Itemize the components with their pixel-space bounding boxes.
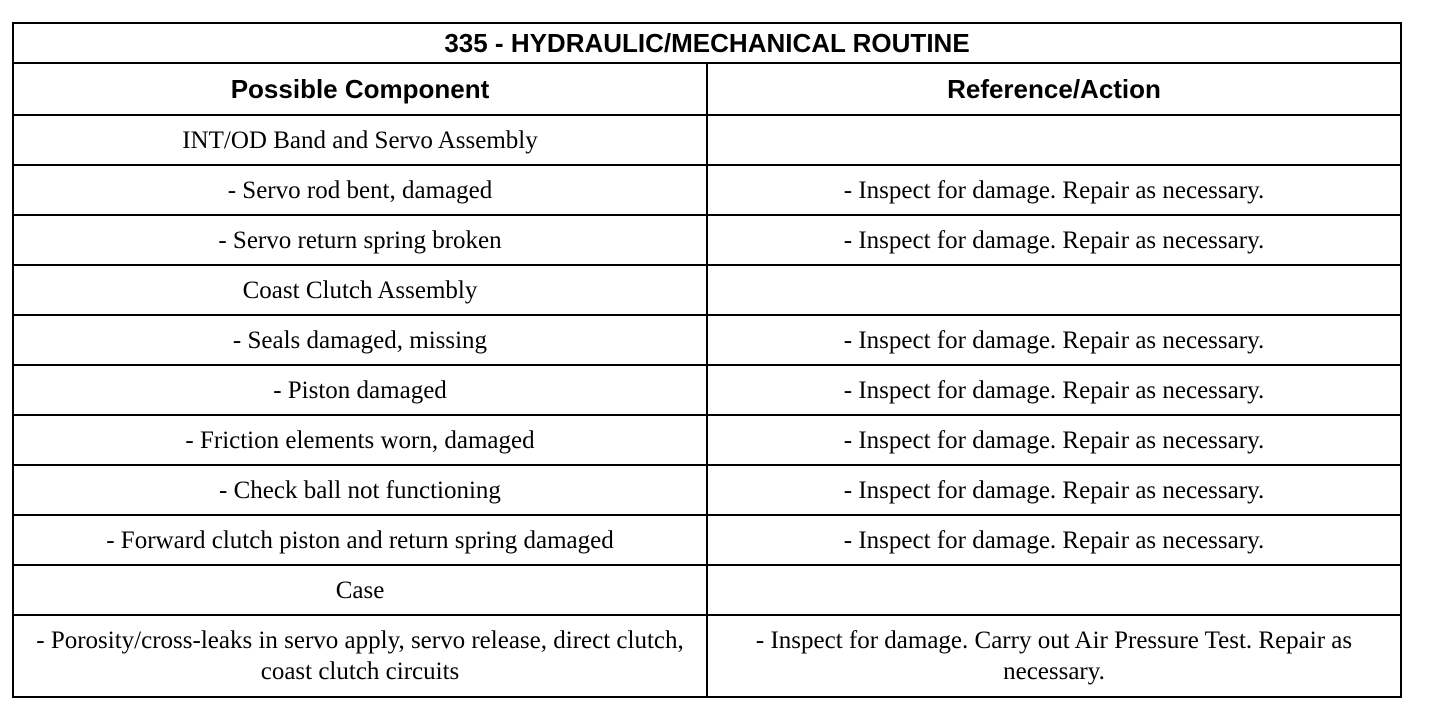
table-row [13,465,1401,515]
action-cell: - Inspect for damage. Carry out Air Pressure Test. Repair as necessary. [707,615,1401,697]
table-row [13,365,1401,415]
action-cell: - Inspect for damage. Repair as necessary. [707,315,1401,365]
table-title: 335 - HYDRAULIC/MECHANICAL ROUTINE [13,23,1401,63]
action-cell: - Inspect for damage. Repair as necessary. [707,415,1401,465]
table-row [13,565,1401,615]
component-cell: - Friction elements worn, damaged [13,415,707,465]
action-cell: - Inspect for damage. Repair as necessary. [707,165,1401,215]
header-row [13,63,1401,115]
header-possible-component: Possible Component [13,63,707,115]
table-row [13,515,1401,565]
table-row [13,165,1401,215]
action-cell: - Inspect for damage. Repair as necessary. [707,215,1401,265]
component-cell: - Piston damaged [13,365,707,415]
component-cell: - Seals damaged, missing [13,315,707,365]
component-cell: - Servo return spring broken [13,215,707,265]
component-cell: - Forward clutch piston and return spring damaged [13,515,707,565]
title-row [13,23,1401,63]
table-row [13,415,1401,465]
component-cell: Case [13,565,707,615]
table-row [13,265,1401,315]
component-cell: Coast Clutch Assembly [13,265,707,315]
action-cell: - Inspect for damage. Repair as necessary. [707,465,1401,515]
component-cell: - Check ball not functioning [13,465,707,515]
header-reference-action: Reference/Action [707,63,1401,115]
table-row [13,115,1401,165]
action-cell [707,265,1401,315]
action-cell [707,115,1401,165]
table-row [13,215,1401,265]
component-cell: INT/OD Band and Servo Assembly [13,115,707,165]
table-row [13,315,1401,365]
diagnostic-table [12,22,1402,698]
action-cell: - Inspect for damage. Repair as necessary. [707,365,1401,415]
table-row [13,615,1401,697]
action-cell [707,565,1401,615]
component-cell: - Porosity/cross-leaks in servo apply, servo release, direct clutch, coast clutch circuits [13,615,707,697]
action-cell: - Inspect for damage. Repair as necessary. [707,515,1401,565]
component-cell: - Servo rod bent, damaged [13,165,707,215]
